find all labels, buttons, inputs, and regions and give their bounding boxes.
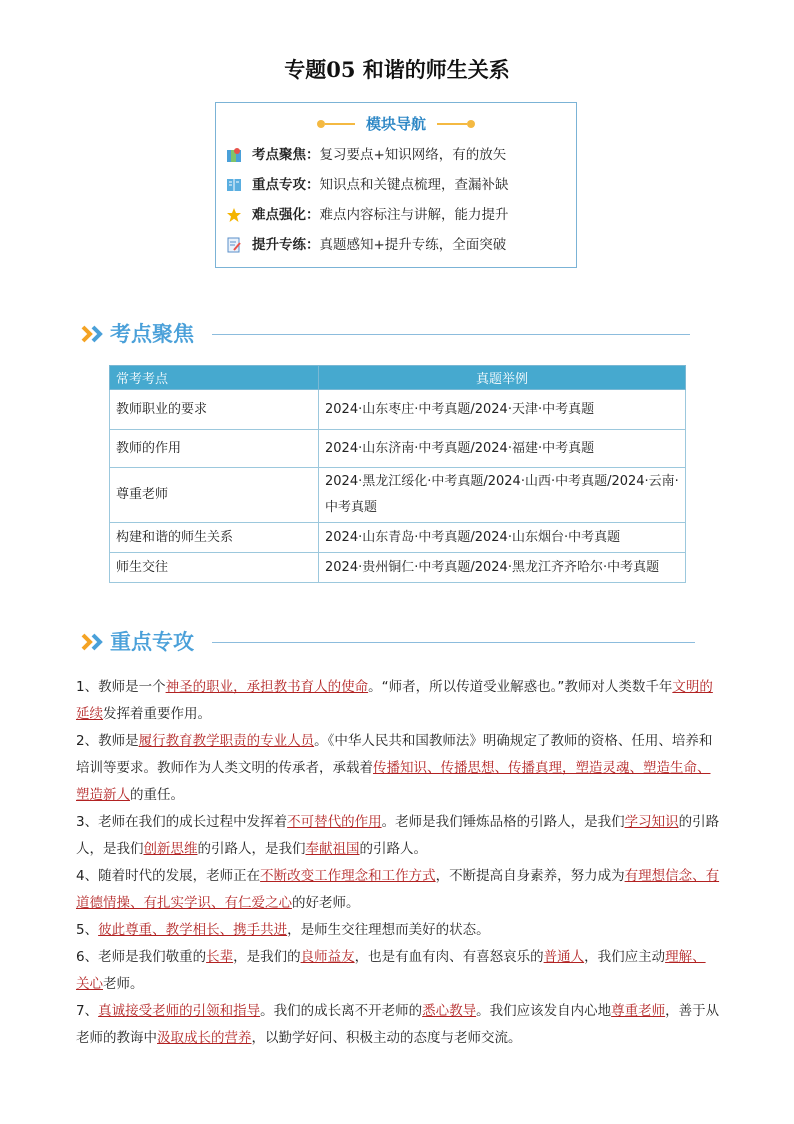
nav-item-key: 提升专练：	[252, 237, 320, 253]
section-title-kaodian: 考点聚焦	[110, 322, 194, 346]
nav-item-tisheng	[226, 235, 506, 255]
nav-item-text: 真题感知+提升专练，全面突破	[319, 237, 507, 253]
key-phrase: 长辈	[206, 949, 234, 965]
key-phrase: 履行教育教学职责的专业人员	[138, 733, 315, 749]
key-phrase: 传播知识、传播思想、传播真理，塑造灵魂、塑造生命、塑造新人	[76, 760, 711, 803]
text-segment: ，以勤学好问、积极主动的态度与老师交流。	[251, 1030, 522, 1046]
text-segment: 7、	[76, 1003, 99, 1019]
nav-item-kaodian	[226, 145, 506, 165]
text-segment: ，善于从老师的教诲中	[76, 1003, 720, 1046]
star-icon	[226, 207, 242, 223]
text-segment: ，也是有血有肉、有喜怒哀乐的	[354, 949, 544, 965]
module-navigation-box	[215, 102, 577, 268]
key-phrase: 关心	[76, 976, 103, 992]
book-icon	[226, 177, 242, 193]
text-segment: 老师。	[103, 976, 144, 992]
text-segment: 2、教师是	[76, 733, 139, 749]
key-point-paragraph	[76, 863, 720, 917]
section-divider	[212, 642, 695, 643]
key-phrase: 学习知识	[624, 814, 679, 830]
table-cell-example: 2024·山东青岛·中考真题/2024·山东烟台·中考真题	[319, 523, 686, 553]
section-title-zhongdian: 重点专攻	[110, 630, 194, 654]
key-phrase: 尊重老师	[611, 1003, 666, 1019]
table-cell-example: 2024·贵州铜仁·中考真题/2024·黑龙江齐齐哈尔·中考真题	[319, 553, 686, 583]
column-header-examples: 真题举例	[319, 366, 686, 390]
text-segment: 的好老师。	[292, 895, 360, 911]
text-segment: 的引路人，是我们	[76, 814, 720, 857]
text-segment: 的重任。	[130, 787, 184, 803]
table-row	[110, 553, 686, 583]
table-cell-point: 师生交往	[110, 553, 319, 583]
module-navigation-heading	[216, 113, 576, 134]
text-segment: 的引路人，是我们	[197, 841, 306, 857]
text-segment: 。“师者，所以传道受业解惑也。”教师对人类数千年	[368, 679, 673, 695]
key-phrase: 文明的延续	[76, 679, 713, 722]
text-segment: 5、	[76, 922, 99, 938]
key-point-paragraph	[76, 674, 720, 728]
section-header-zhongdian	[80, 626, 695, 658]
map-icon	[226, 147, 242, 163]
page-title: 专题05 和谐的师生关系	[284, 57, 510, 82]
double-chevron-icon	[80, 325, 106, 343]
column-header-points: 常考考点	[110, 366, 319, 390]
dot-right-icon	[467, 120, 475, 128]
key-point-paragraph	[76, 917, 720, 944]
text-segment: ，是师生交往理想而美好的状态。	[287, 922, 490, 938]
key-phrase: 理解、	[665, 949, 706, 965]
line-left	[325, 123, 355, 125]
text-segment: ，不断提高自身素养，努力成为	[435, 868, 625, 884]
table-header-row	[110, 366, 686, 390]
text-segment: 。我们的成长离不开老师的	[260, 1003, 423, 1019]
key-phrase: 悉心教导	[422, 1003, 477, 1019]
nav-item-zhongdian	[226, 175, 509, 195]
line-right	[437, 123, 467, 125]
key-phrase: 不断改变工作理念和工作方式	[260, 868, 436, 884]
table-cell-point: 教师的作用	[110, 430, 319, 468]
table-cell-point: 教师职业的要求	[110, 390, 319, 430]
key-phrase: 普通人	[543, 949, 585, 965]
key-phrase: 创新思维	[143, 841, 198, 857]
text-segment: 发挥着重要作用。	[103, 706, 211, 722]
double-chevron-icon	[80, 633, 106, 651]
nav-item-key: 难点强化：	[252, 207, 320, 223]
section-divider	[212, 334, 690, 335]
nav-item-key: 考点聚焦：	[252, 147, 320, 163]
key-phrase: 有理想信念、有道德情操、有扎实学识、有仁爱之心	[76, 868, 720, 911]
text-segment: ，是我们的	[233, 949, 301, 965]
text-segment: 1、教师是一个	[76, 679, 166, 695]
nav-item-text: 难点内容标注与讲解，能力提升	[319, 207, 509, 223]
edit-icon	[226, 237, 242, 253]
exam-points-table	[109, 365, 686, 583]
module-navigation-title: 模块导航	[365, 115, 426, 133]
text-segment: 的引路人。	[359, 841, 427, 857]
key-phrase: 不可替代的作用	[287, 814, 382, 830]
text-segment: 3、老师在我们的成长过程中发挥着	[76, 814, 288, 830]
section-header-kaodian	[80, 318, 690, 350]
table-cell-point: 尊重老师	[110, 468, 319, 523]
table-row	[110, 523, 686, 553]
table-cell-example: 2024·黑龙江绥化·中考真题/2024·山西·中考真题/2024·云南·中考真题	[319, 468, 686, 523]
text-segment: 。老师是我们锤炼品格的引路人，是我们	[381, 814, 625, 830]
nav-item-key: 重点专攻：	[252, 177, 320, 193]
table-row	[110, 430, 686, 468]
table-cell-example: 2024·山东济南·中考真题/2024·福建·中考真题	[319, 430, 686, 468]
key-phrase: 彼此尊重、教学相长、携手共进	[98, 922, 288, 938]
key-phrase: 真诚接受老师的引领和指导	[98, 1003, 261, 1019]
nav-item-text: 复习要点+知识网络，有的放矢	[319, 147, 507, 163]
key-phrase: 良师益友	[300, 949, 355, 965]
key-point-paragraph	[76, 728, 720, 809]
key-point-paragraph	[76, 998, 720, 1052]
key-phrase: 神圣的职业，承担教书育人的使命	[165, 679, 369, 695]
table-cell-example: 2024·山东枣庄·中考真题/2024·天津·中考真题	[319, 390, 686, 430]
key-phrase: 汲取成长的营养	[157, 1030, 252, 1046]
text-segment: 4、随着时代的发展，老师正在	[76, 868, 261, 884]
nav-item-nandian	[226, 205, 509, 225]
key-points-body	[76, 674, 720, 1052]
table-row	[110, 390, 686, 430]
table-row	[110, 468, 686, 523]
text-segment: 6、老师是我们敬重的	[76, 949, 207, 965]
dot-left-icon	[317, 120, 325, 128]
key-point-paragraph	[76, 809, 720, 863]
text-segment: ，我们应主动	[584, 949, 666, 965]
key-point-paragraph	[76, 944, 720, 998]
nav-item-text: 知识点和关键点梳理，查漏补缺	[319, 177, 509, 193]
text-segment: 。我们应该发自内心地	[476, 1003, 612, 1019]
table-cell-point: 构建和谐的师生关系	[110, 523, 319, 553]
key-phrase: 奉献祖国	[305, 841, 360, 857]
text-segment: 。《中华人民共和国教师法》明确规定了教师的资格、任用、培养和培训等要求。教师作为人类文明的传承者，承载着	[76, 733, 713, 776]
